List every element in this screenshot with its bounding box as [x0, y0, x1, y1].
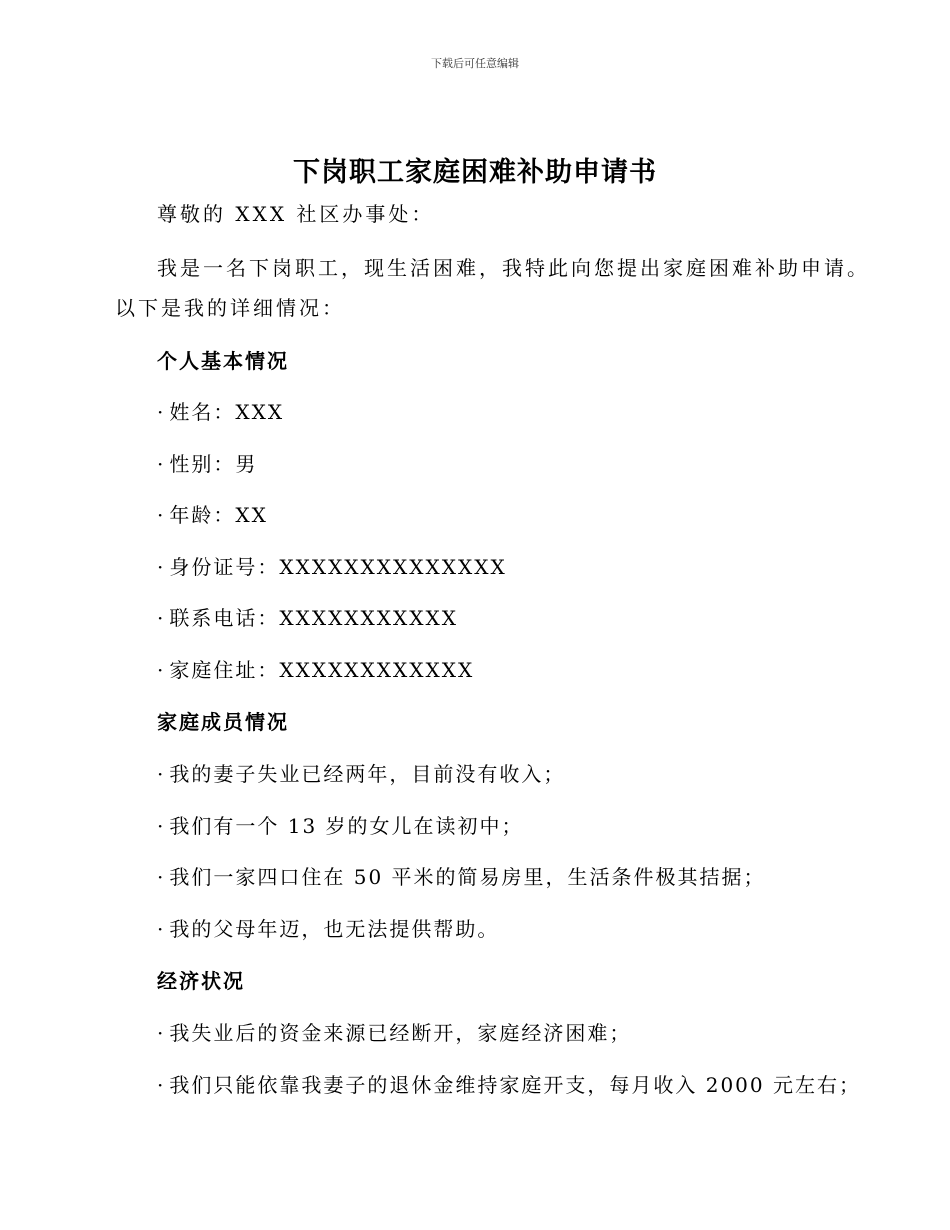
- list-item-text: 我的妻子失业已经两年，目前没有收入；: [169, 762, 566, 786]
- list-item-text: 我失业后的资金来源已经断开，家庭经济困难；: [169, 1021, 632, 1045]
- bullet-icon: ·: [157, 503, 166, 527]
- list-item: [157, 654, 474, 683]
- salutation: 尊敬的 XXX 社区办事处：: [157, 202, 435, 226]
- list-item: [157, 551, 507, 580]
- list-item-text: 家庭住址：XXXXXXXXXXXX: [169, 658, 475, 682]
- list-item-text: 我们一家四口住在 50 平米的简易房里，生活条件极其拮据；: [169, 865, 766, 889]
- list-item-text: 性别：男: [169, 452, 258, 476]
- bullet-icon: ·: [157, 606, 166, 630]
- bullet-icon: ·: [157, 917, 166, 941]
- intro-line-1: 我是一名下岗职工，现生活困难，我特此向您提出家庭困难补助申请。: [157, 256, 870, 280]
- bullet-icon: ·: [157, 1073, 166, 1097]
- list-item-text: 身份证号：XXXXXXXXXXXXXX: [169, 555, 507, 579]
- list-item: [157, 758, 565, 787]
- page-header-note: 下载后可任意编辑: [431, 57, 519, 70]
- list-item: [157, 1017, 631, 1046]
- list-item: [157, 861, 766, 890]
- bullet-icon: ·: [157, 658, 166, 682]
- bullet-icon: ·: [157, 762, 166, 786]
- list-item-text: 我们只能依靠我妻子的退休金维持家庭开支，每月收入 2000 元左右；: [169, 1073, 861, 1097]
- bullet-icon: ·: [157, 814, 166, 838]
- section-heading-economic-status: 经济状况: [157, 969, 245, 993]
- list-item-text: 我们有一个 13 岁的女儿在读初中；: [169, 814, 524, 838]
- list-item: [157, 448, 257, 477]
- list-item-text: 我的父母年迈，也无法提供帮助。: [169, 917, 500, 941]
- bullet-icon: ·: [157, 865, 166, 889]
- bullet-icon: ·: [157, 1021, 166, 1045]
- bullet-icon: ·: [157, 555, 166, 579]
- list-item-text: 联系电话：XXXXXXXXXXX: [169, 606, 458, 630]
- intro-line-2: 以下是我的详细情况：: [115, 296, 345, 320]
- list-item: [157, 1069, 861, 1098]
- list-item: [157, 810, 524, 839]
- section-heading-family-members: 家庭成员情况: [157, 710, 289, 734]
- list-item: [157, 913, 499, 942]
- list-item: [157, 499, 268, 528]
- list-item: [157, 396, 284, 425]
- list-item-text: 姓名：XXX: [169, 400, 285, 424]
- section-heading-personal-info: 个人基本情况: [157, 349, 289, 373]
- bullet-icon: ·: [157, 400, 166, 424]
- document-title: 下岗职工家庭困难补助申请书: [293, 157, 657, 188]
- bullet-icon: ·: [157, 452, 166, 476]
- list-item-text: 年龄：XX: [169, 503, 268, 527]
- list-item: [157, 602, 458, 631]
